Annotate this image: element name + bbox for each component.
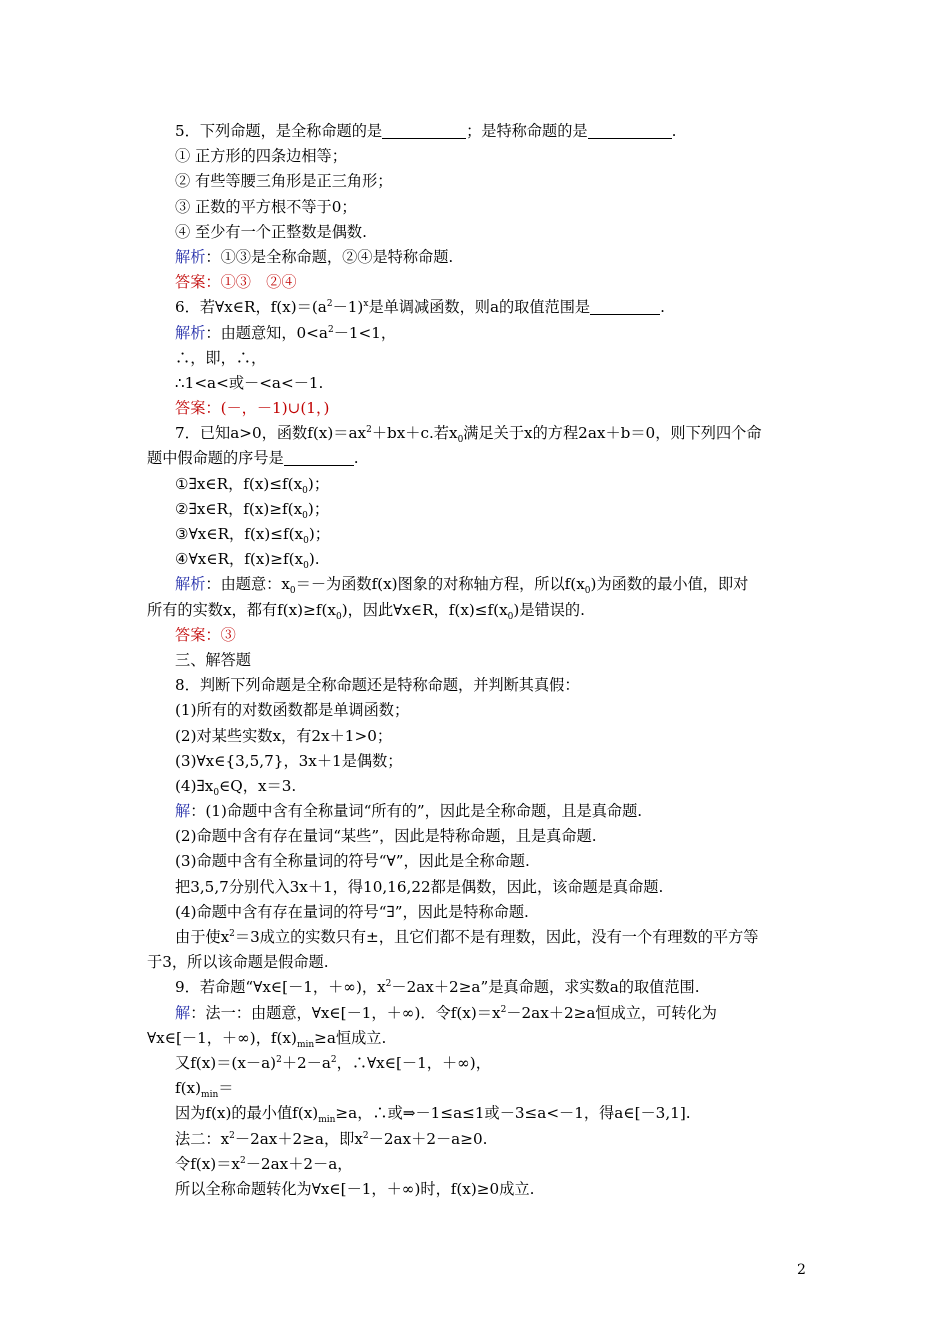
q8-solution — [147, 799, 807, 824]
answer-blank — [382, 121, 466, 139]
answer-blank — [588, 121, 672, 139]
answer-label: 答案： — [175, 399, 221, 418]
q8-solution-line: (3)命题中含有全称量词的符号“∀”，因此是全称命题. — [175, 852, 530, 871]
analysis-text: ：由题意：x — [205, 575, 290, 594]
analysis-text: )，因此∀x∈R，f(x)≤f(x — [341, 600, 508, 619]
answer-label: 答案： — [175, 273, 221, 292]
q8-solution-line — [147, 925, 807, 950]
q9-stem-text: －2ax＋2≥a”是真命题，求实数a的取值范围. — [391, 978, 700, 997]
subscript: 0 — [303, 536, 309, 547]
solution-text: ：(1)命题中含有全称量词“所有的”，因此是全称命题，且是真命题. — [190, 802, 643, 821]
q9-solution-line — [147, 1152, 807, 1177]
q6-answer — [147, 396, 807, 421]
solution-text: 由于使x — [175, 928, 230, 946]
q6-stem-text: －1) — [332, 298, 364, 317]
subscript: 0 — [584, 586, 591, 597]
superscript: 2 — [276, 1054, 282, 1065]
q7-item-text: ②∃x∈R，f(x)≥f(x — [175, 499, 303, 518]
solution-text: 法二：x — [175, 1129, 230, 1148]
superscript: 2 — [330, 1054, 337, 1065]
q9-solution-line — [147, 1026, 807, 1051]
q7-stem-line2 — [147, 446, 807, 471]
q8-item: (1)所有的对数函数都是单调函数； — [175, 701, 410, 720]
page-number: 2 — [797, 1262, 806, 1278]
superscript: 2 — [362, 1130, 369, 1141]
solution-text: 因为f(x)的最小值f(x) — [175, 1104, 319, 1123]
q8-stem: 8．判断下列命题是全称命题还是特称命题，并判断其真假： — [175, 676, 580, 695]
q5-stem-text: ；是特称命题的是 — [466, 122, 588, 140]
analysis-label: 解析 — [175, 247, 206, 266]
subscript: 0 — [302, 485, 308, 496]
q6-stem — [147, 295, 807, 320]
q5-item: ① 正方形的四条边相等； — [175, 147, 347, 166]
q6-analysis-line: ∴，即，∴， — [175, 348, 267, 367]
answer-label: 答案： — [175, 625, 221, 644]
solution-text: ，∴∀x∈[－1，＋∞)， — [336, 1053, 491, 1072]
q7-stem-text: 满足关于x的方程2ax＋b＝0，则下列四个命 — [463, 424, 762, 443]
q7-item — [147, 547, 807, 572]
superscript: 2 — [229, 1130, 235, 1141]
solution-text: ＝ — [218, 1079, 234, 1098]
solution-text: ＝3成立的实数只有±，且它们都不是有理数，因此，没有一个有理数的平方等 — [234, 928, 759, 946]
analysis-text: )是错误的. — [513, 600, 585, 619]
solution-text: ＋2－a — [281, 1053, 331, 1072]
q7-item-text: )； — [307, 499, 330, 518]
q8-solution-line: (2)命题中含有存在量词“某些”，因此是特称命题，且是真命题. — [175, 827, 597, 846]
solution-text: －2ax＋2≥a恒成立，可转化为 — [506, 1003, 717, 1022]
q7-item-text: ④∀x∈R，f(x)≥f(x — [175, 550, 304, 569]
page-content — [147, 119, 807, 1202]
subscript: 0 — [303, 561, 309, 572]
q6-stem-text: 6．若∀x∈R，f(x)＝(a — [175, 298, 327, 317]
section-heading: 三、解答题 — [175, 650, 251, 669]
q6-stem-text: 是单调减函数，则a的取值范围是 — [368, 298, 591, 317]
q5-item: ④ 至少有一个正整数是偶数. — [175, 222, 367, 241]
q5-analysis — [147, 245, 807, 270]
solution-text: ∀x∈[－1，＋∞)，f(x) — [147, 1028, 297, 1047]
subscript: 0 — [302, 510, 308, 521]
solution-label: 解 — [175, 1003, 191, 1022]
analysis-label: 解析 — [175, 575, 206, 594]
q8-solution-line: (4)命题中含有存在量词的符号“∃”，因此是特称命题. — [175, 902, 529, 921]
superscript: 2 — [385, 979, 392, 990]
q6-analysis — [147, 321, 807, 346]
q7-item — [147, 497, 807, 522]
answer-text: ③ — [220, 625, 236, 644]
solution-text: －2ax＋2－a， — [245, 1154, 353, 1173]
q7-item-text: )； — [307, 474, 330, 493]
answer-blank — [284, 448, 354, 466]
solution-text: －2ax＋2－a≥0. — [368, 1129, 488, 1148]
q6-analysis-line: ∴1<a<或－<a<－1. — [175, 373, 324, 392]
q5-item: ② 有些等腰三角形是正三角形； — [175, 172, 393, 191]
subscript: 0 — [213, 787, 220, 798]
q8-solution-line: 把3,5,7分别代入3x＋1，得10,16,22都是偶数，因此，该命题是真命题. — [175, 877, 664, 896]
q9-stem — [147, 975, 807, 1000]
q8-item-text: (4)∃x — [175, 776, 214, 795]
subscript: 0 — [289, 586, 296, 597]
answer-text: ①③ ②④ — [220, 273, 297, 292]
analysis-text: )为函数的最小值，即对 — [590, 575, 749, 594]
subscript: 0 — [457, 435, 464, 446]
subscript: 0 — [507, 611, 514, 622]
q7-answer — [147, 623, 807, 648]
q9-solution — [147, 1001, 807, 1026]
superscript: 2 — [239, 1155, 246, 1166]
q6-stem-text: . — [660, 298, 665, 317]
q7-item — [147, 472, 807, 497]
q8-solution-line: 于3，所以该命题是假命题. — [147, 953, 329, 972]
solution-text: ：法一：由题意，∀x∈[－1，＋∞)．令f(x)＝x — [190, 1003, 501, 1022]
subscript: min — [201, 1090, 219, 1101]
q9-solution-line — [147, 1051, 807, 1076]
analysis-text: ＝－为函数f(x)图象的对称轴方程，所以f(x — [295, 575, 585, 594]
solution-text: ≥a恒成立. — [314, 1028, 387, 1047]
q8-item-text: ∈Q，x＝3. — [219, 776, 297, 795]
q7-stem-text: ＋bx＋c.若x — [371, 424, 458, 443]
solution-text: 令f(x)＝x — [175, 1154, 240, 1173]
q5-answer — [147, 270, 807, 295]
answer-text: (－，－1)∪(1，) — [220, 399, 330, 418]
q7-item — [147, 522, 807, 547]
q9-solution-line: 所以全称命题转化为∀x∈[－1，＋∞)时，f(x)≥0成立. — [175, 1179, 535, 1198]
solution-text: －2ax＋2≥a，即x — [234, 1129, 363, 1148]
answer-blank — [590, 297, 660, 315]
solution-text: ≥a，∴或⇒－1≤a≤1或－3≤a<－1，得a∈[－3,1]. — [335, 1104, 691, 1123]
q7-item-text: )； — [308, 525, 330, 543]
q8-item: (2)对某些实数x，有2x＋1>0； — [175, 726, 393, 745]
subscript: min — [296, 1039, 315, 1050]
q7-analysis — [147, 572, 807, 597]
solution-text: f(x) — [175, 1079, 202, 1098]
q8-item: (3)∀x∈{3,5,7}，3x＋1是偶数； — [175, 751, 403, 770]
subscript: min — [318, 1115, 336, 1126]
superscript: 2 — [327, 324, 334, 335]
analysis-label: 解析 — [175, 323, 206, 342]
q9-solution-line — [147, 1076, 807, 1101]
q9-solution-line — [147, 1127, 807, 1152]
q9-solution-line — [147, 1101, 807, 1126]
q8-item — [147, 774, 807, 799]
q5-stem-text: 5．下列命题，是全称命题的是 — [175, 122, 383, 140]
subscript: 0 — [335, 611, 342, 622]
q7-item-text: ③∀x∈R，f(x)≤f(x — [175, 525, 304, 543]
q7-analysis-line2 — [147, 598, 807, 623]
q5-stem-text: . — [671, 122, 677, 140]
analysis-text: ：由题意知，0<a — [205, 323, 328, 342]
q7-stem-text: . — [353, 449, 359, 468]
q5-stem — [147, 119, 807, 144]
solution-text: 又f(x)＝(x－a) — [175, 1053, 277, 1072]
superscript: 2 — [366, 425, 372, 436]
q5-item: ③ 正数的平方根不等于0； — [175, 197, 357, 216]
superscript: 2 — [326, 299, 333, 310]
q7-stem-text: 题中假命题的序号是 — [147, 449, 284, 468]
superscript: 2 — [229, 928, 235, 939]
solution-label: 解 — [175, 802, 191, 821]
analysis-text: 所有的实数x，都有f(x)≥f(x — [147, 600, 336, 619]
superscript: 2 — [500, 1004, 507, 1015]
analysis-text: ：①③是全称命题，②④是特称命题. — [205, 247, 454, 266]
q7-stem — [147, 421, 807, 446]
q7-item-text: ①∃x∈R，f(x)≤f(x — [175, 474, 303, 493]
superscript: x — [363, 299, 369, 310]
analysis-text: －1<1， — [333, 323, 397, 342]
q7-stem-text: 7．已知a>0，函数f(x)＝ax — [175, 424, 367, 443]
q9-stem-text: 9．若命题“∀x∈[－1，＋∞)，x — [175, 978, 386, 997]
q7-item-text: ). — [308, 550, 320, 569]
